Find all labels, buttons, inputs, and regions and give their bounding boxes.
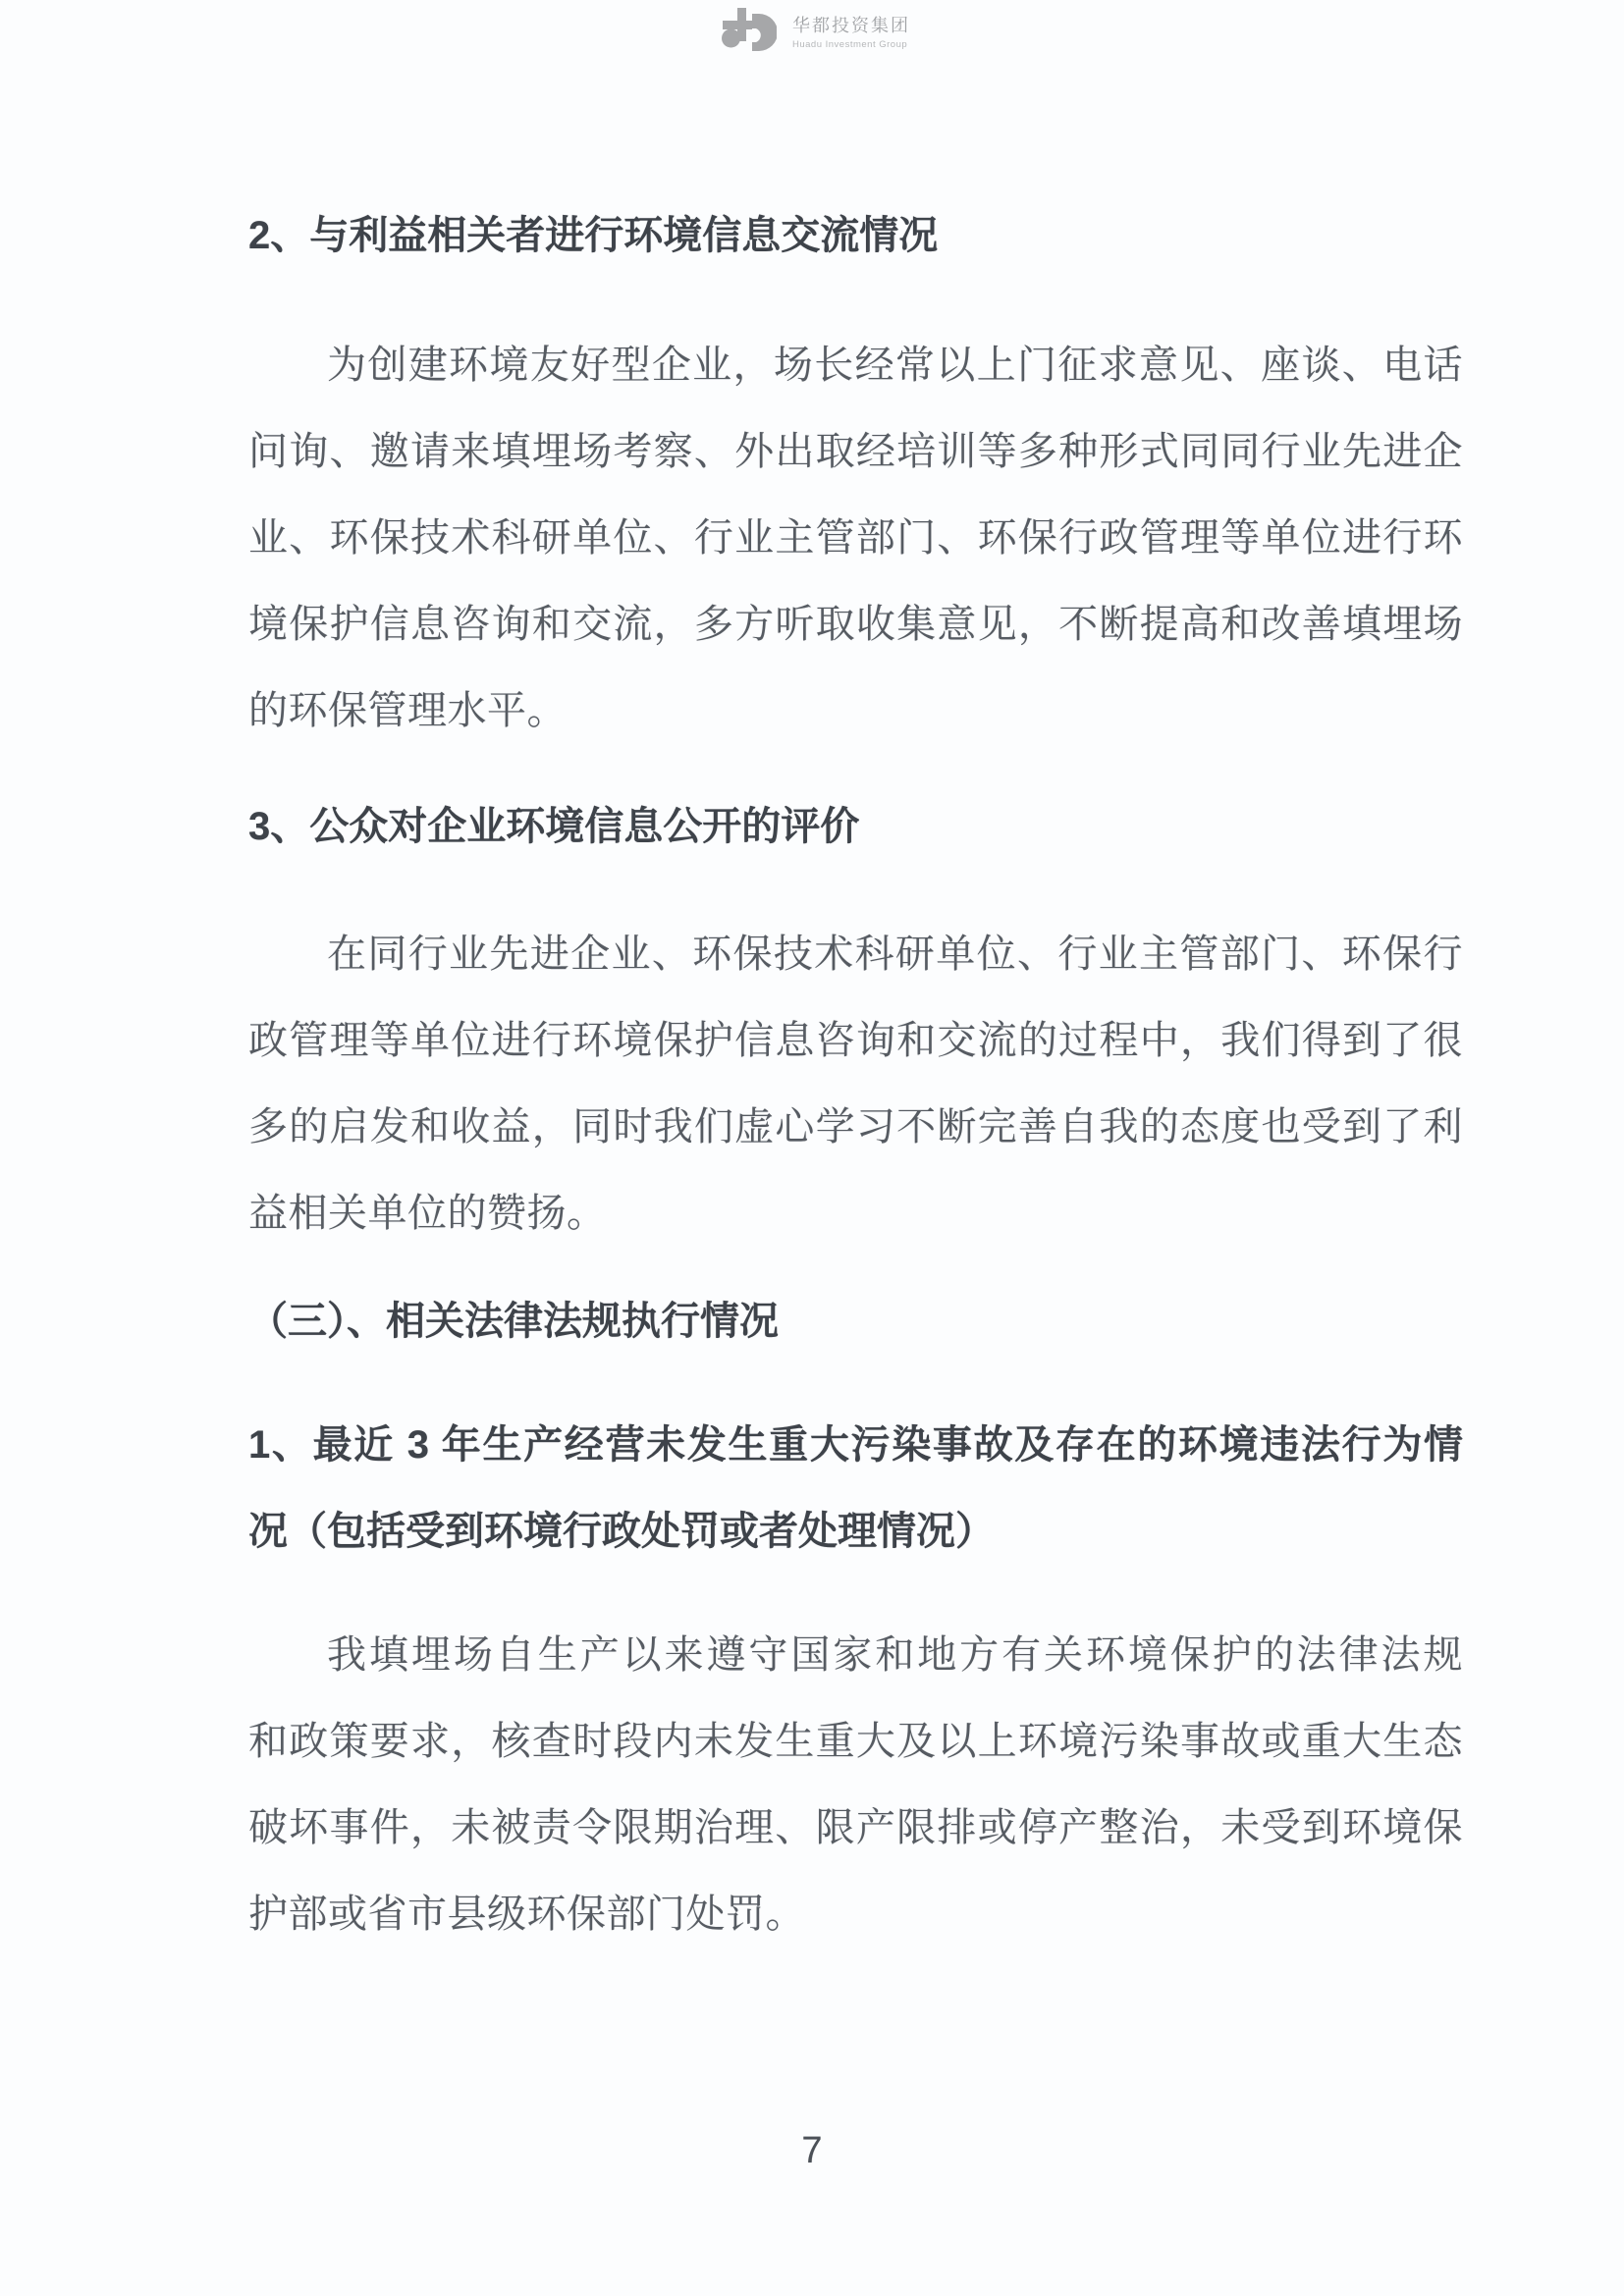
heading-public-evaluation: 3、公众对企业环境信息公开的评价	[248, 805, 860, 848]
logo-company-name-cn: 华都投资集团	[792, 15, 910, 35]
heading-accident-record	[248, 1402, 1463, 1575]
logo-company-name-en: Huadu Investment Group	[792, 38, 908, 50]
page-number: 7	[801, 2130, 823, 2171]
text-line: 的环保管理水平。	[248, 689, 567, 732]
text-line: 境保护信息咨询和交流，多方听取收集意见，不断提高和改善填埋场	[248, 603, 1463, 646]
text-line: 和政策要求，核查时段内未发生重大及以上环境污染事故或重大生态	[248, 1720, 1463, 1763]
text-line: 问询、邀请来填埋场考察、外出取经培训等多种形式同同行业先进企	[248, 430, 1463, 473]
paragraph-accident-record	[248, 1612, 1463, 1957]
text-line: 多的启发和收益，同时我们虚心学习不断完善自我的态度也受到了利	[248, 1105, 1463, 1148]
paragraph-stakeholder-communication	[248, 322, 1463, 754]
text-line: 政管理等单位进行环境保护信息咨询和交流的过程中，我们得到了很	[248, 1019, 1463, 1062]
text-line: 护部或省市县级环保部门处罚。	[248, 1893, 805, 1936]
text-line: 益相关单位的赞扬。	[248, 1192, 607, 1235]
text-line: 为创建环境友好型企业，场长经常以上门征求意见、座谈、电话	[327, 344, 1463, 387]
text-line: 在同行业先进企业、环保技术科研单位、行业主管部门、环保行	[327, 933, 1463, 976]
text-line: 1、最近 3 年生产经营未发生重大污染事故及存在的环境违法行为情	[248, 1423, 1463, 1467]
company-logo	[722, 8, 910, 53]
text-line: 我填埋场自生产以来遵守国家和地方有关环境保护的法律法规	[327, 1633, 1463, 1677]
text-line: 况（包括受到环境行政处罚或者处理情况）	[248, 1510, 995, 1553]
heading-law-compliance: （三）、相关法律法规执行情况	[248, 1300, 779, 1343]
text-line: 破坏事件，未被责令限期治理、限产限排或停产整治，未受到环境保	[248, 1806, 1463, 1849]
hd-logo-icon	[722, 8, 777, 53]
logo-text	[792, 12, 910, 50]
text-line: 业、环保技术科研单位、行业主管部门、环保行政管理等单位进行环	[248, 516, 1463, 560]
paragraph-public-evaluation	[248, 911, 1463, 1256]
heading-stakeholder-communication: 2、与利益相关者进行环境信息交流情况	[248, 214, 939, 257]
